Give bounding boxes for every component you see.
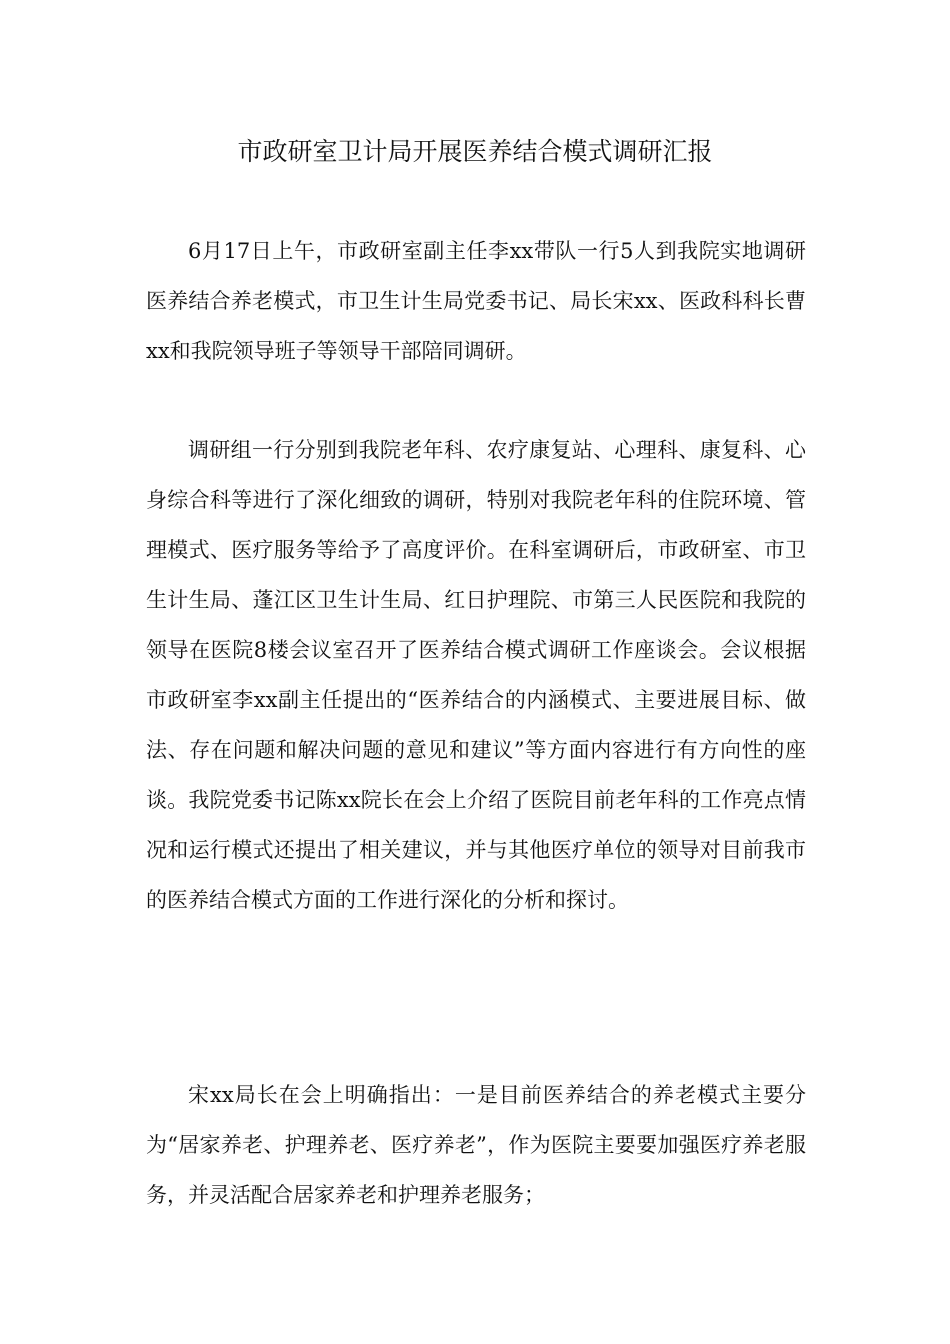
document-title: 市政研室卫计局开展医养结合模式调研汇报 [237,137,713,166]
paragraph-1: 6月17日上午，市政研室副主任李xx带队一行5人到我院实地调研医养结合养老模式，市卫生计生局党委书记、局长宋xx、医政科科长曹xx和我院领导班子等领导干部陪同调研。 [146,239,806,363]
paragraph-2: 调研组一行分别到我院老年科、农疗康复站、心理科、康复科、心身综合科等进行了深化细致的调研，特别对我院老年科的住院环境、管理模式、医疗服务等给予了高度评价。在科室调研后，市政研室、市卫生计生局、蓬江区卫生计生局、红日护理院、市第三人民医院和我院的领导在医院8楼会议室召开了医养结合模式调研工作座谈会。会议根据市政研室李xx副主任提出的“医养结合的内涵模式、主要进展目标、做法、存在问题和解决问题的意见和建议”等方面内容进行有方向性的座谈。我院党委书记陈xx院长在会上介绍了医院目前老年科的工作亮点情况和运行模式还提出了相关建议，并与其他医疗单位的领导对目前我市的医养结合模式方面的工作进行深化的分析和探讨。 [146,438,806,912]
paragraph-3: 宋xx局长在会上明确指出：一是目前医养结合的养老模式主要分为“居家养老、护理养老、医疗养老”，作为医院主要要加强医疗养老服务，并灵活配合居家养老和护理养老服务； [146,1083,806,1207]
